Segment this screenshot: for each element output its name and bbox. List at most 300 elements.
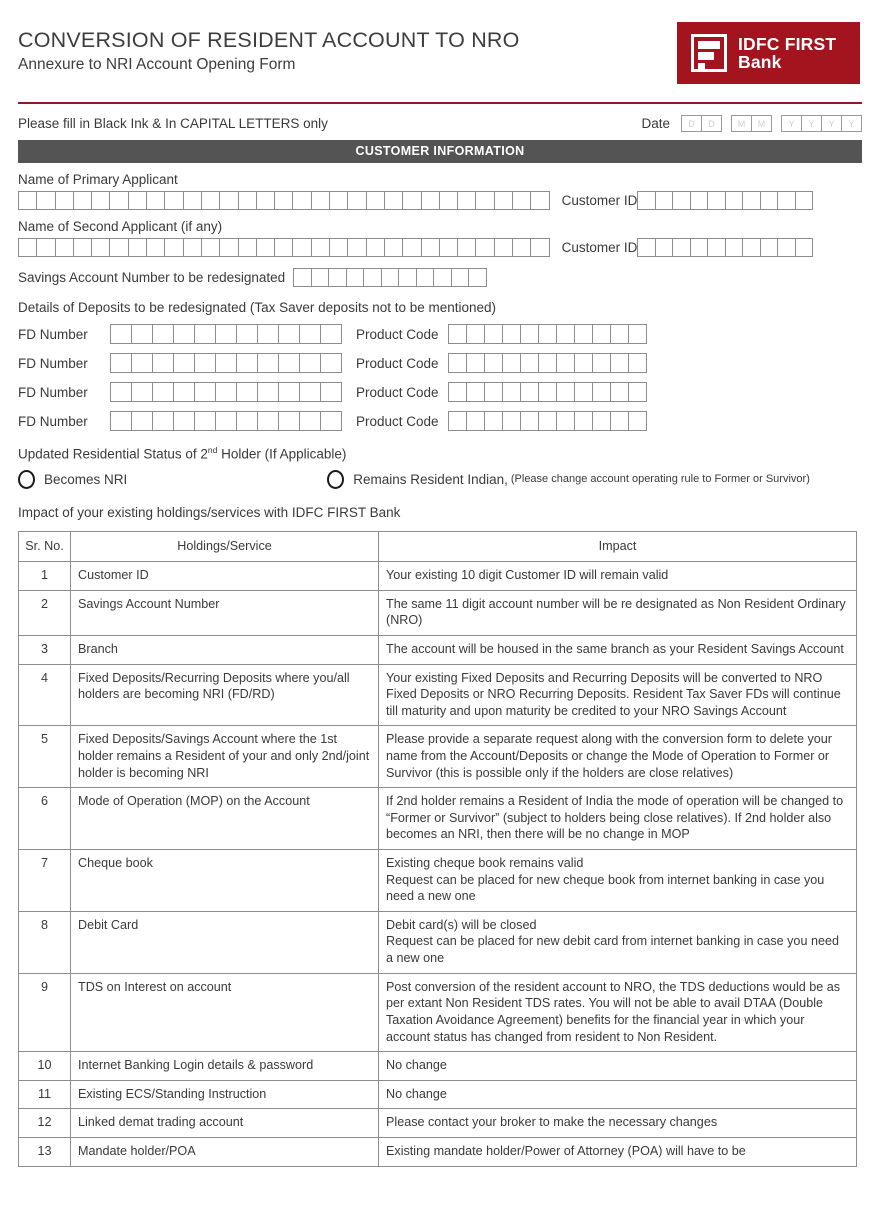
savings-account-char-box[interactable] — [416, 268, 435, 287]
option-remains-resident-label: Remains Resident Indian, — [353, 471, 508, 487]
name-char-box[interactable] — [475, 238, 494, 257]
fd-number-char-box[interactable] — [131, 411, 153, 431]
cell-holdings-service: Customer ID — [71, 562, 379, 591]
residential-status-label — [18, 445, 862, 462]
idfc-first-bank-logo — [677, 22, 860, 84]
fd-number-char-box[interactable] — [278, 382, 300, 402]
name-char-box[interactable] — [366, 191, 385, 210]
name-char-box[interactable] — [329, 238, 348, 257]
customer-id-char-box[interactable] — [777, 191, 796, 210]
name-char-box[interactable] — [421, 238, 440, 257]
fd-number-char-box[interactable] — [215, 324, 237, 344]
product-code-char-box[interactable] — [448, 353, 467, 373]
fd-number-char-box[interactable] — [110, 353, 132, 373]
cell-impact: Your existing 10 digit Customer ID will remain valid — [379, 562, 857, 591]
product-code-char-box[interactable] — [610, 411, 629, 431]
fd-number-char-box[interactable] — [131, 353, 153, 373]
fd-number-char-box[interactable] — [236, 353, 258, 373]
cell-sr-no: 3 — [19, 635, 71, 664]
product-code-char-box[interactable] — [520, 324, 539, 344]
fd-number-char-box[interactable] — [194, 324, 216, 344]
cell-sr-no: 1 — [19, 562, 71, 591]
savings-label-rest: Account Number to be redesignated — [66, 270, 286, 285]
product-code-char-box[interactable] — [520, 382, 539, 402]
logo-line-1: IDFC FIRST — [738, 33, 837, 54]
savings-word: Savings — [18, 270, 67, 285]
product-code-char-box[interactable] — [574, 324, 593, 344]
cell-sr-no: 8 — [19, 911, 71, 973]
customer-id-char-box[interactable] — [777, 238, 796, 257]
product-code-char-box[interactable] — [574, 353, 593, 373]
table-row — [19, 788, 857, 850]
impact-table — [18, 531, 857, 1167]
customer-id-char-box[interactable] — [725, 238, 744, 257]
fd-number-input[interactable] — [110, 382, 342, 402]
date-day-box[interactable]: D — [681, 115, 702, 132]
table-row — [19, 664, 857, 726]
name-char-box[interactable] — [274, 191, 293, 210]
product-code-char-box[interactable] — [466, 382, 485, 402]
product-code-char-box[interactable] — [466, 324, 485, 344]
fd-number-char-box[interactable] — [299, 324, 321, 344]
product-code-char-box[interactable] — [538, 353, 557, 373]
product-code-char-box[interactable] — [610, 324, 629, 344]
product-code-char-box[interactable] — [574, 382, 593, 402]
fd-number-char-box[interactable] — [194, 382, 216, 402]
table-row — [19, 1080, 857, 1109]
fd-number-char-box[interactable] — [257, 324, 279, 344]
fd-number-char-box[interactable] — [257, 411, 279, 431]
cell-impact: Existing mandate holder/Power of Attorney (POA) will have to be — [379, 1137, 857, 1166]
product-code-char-box[interactable] — [538, 411, 557, 431]
product-code-char-box[interactable] — [628, 324, 647, 344]
product-code-char-box[interactable] — [628, 353, 647, 373]
cell-impact: No change — [379, 1080, 857, 1109]
fd-number-char-box[interactable] — [152, 324, 174, 344]
cell-impact: The account will be housed in the same branch as your Resident Savings Account — [379, 635, 857, 664]
product-code-char-box[interactable] — [592, 353, 611, 373]
second-applicant-label: Name of Second Applicant (if any) — [18, 219, 223, 234]
savings-account-char-box[interactable] — [451, 268, 470, 287]
customer-id-char-box[interactable] — [637, 191, 656, 210]
name-char-box[interactable] — [183, 191, 202, 210]
fd-number-input[interactable] — [110, 411, 342, 431]
fd-number-char-box[interactable] — [215, 411, 237, 431]
fd-number-char-box[interactable] — [173, 353, 195, 373]
cell-sr-no: 2 — [19, 590, 71, 635]
customer-id-char-box[interactable] — [760, 191, 779, 210]
savings-account-char-box[interactable] — [346, 268, 365, 287]
fd-number-char-box[interactable] — [131, 324, 153, 344]
product-code-char-box[interactable] — [520, 353, 539, 373]
cell-holdings-service: Fixed Deposits/Savings Account where the 1st holder remains a Resident of your and only 2nd/joint holder is becoming NRI — [71, 726, 379, 788]
name-char-box[interactable] — [36, 191, 55, 210]
customer-id-char-box[interactable] — [707, 191, 726, 210]
product-code-label: Product Code — [356, 355, 439, 371]
name-char-box[interactable] — [292, 191, 311, 210]
name-char-box[interactable] — [91, 238, 110, 257]
name-char-box[interactable] — [475, 191, 494, 210]
fd-number-label: FD Number — [18, 326, 88, 342]
fd-number-char-box[interactable] — [320, 411, 342, 431]
date-year-box[interactable]: Y — [841, 115, 862, 132]
fd-entry-row — [18, 382, 862, 402]
fd-number-label: FD Number — [18, 384, 88, 400]
header-divider — [18, 102, 862, 104]
name-char-box[interactable] — [128, 191, 147, 210]
name-char-box[interactable] — [530, 191, 549, 210]
fd-number-char-box[interactable] — [194, 353, 216, 373]
name-char-box[interactable] — [494, 238, 513, 257]
product-code-char-box[interactable] — [556, 382, 575, 402]
second-applicant-input[interactable] — [18, 238, 550, 257]
customer-id-char-box[interactable] — [637, 238, 656, 257]
date-label: Date — [641, 116, 670, 131]
name-char-box[interactable] — [238, 238, 257, 257]
savings-account-number-input[interactable] — [293, 268, 487, 287]
cell-holdings-service: Fixed Deposits/Recurring Deposits where you/all holders are becoming NRI (FD/RD) — [71, 664, 379, 726]
title-block — [18, 22, 520, 74]
name-char-box[interactable] — [311, 238, 330, 257]
customer-id-char-box[interactable] — [760, 238, 779, 257]
page-title: CONVERSION OF RESIDENT ACCOUNT TO NRO — [18, 28, 520, 52]
fd-number-char-box[interactable] — [152, 353, 174, 373]
product-code-char-box[interactable] — [502, 324, 521, 344]
primary-applicant-input[interactable] — [18, 191, 550, 210]
product-code-input[interactable] — [448, 324, 647, 344]
fd-number-label: FD Number — [18, 413, 88, 429]
residential-status-prefix: Updated Residential Status of 2 — [18, 446, 208, 462]
primary-applicant-row — [18, 191, 862, 210]
table-row — [19, 635, 857, 664]
name-char-box[interactable] — [256, 191, 275, 210]
fd-number-char-box[interactable] — [152, 382, 174, 402]
name-char-box[interactable] — [384, 238, 403, 257]
product-code-char-box[interactable] — [556, 411, 575, 431]
cell-impact: Please contact your broker to make the necessary changes — [379, 1109, 857, 1138]
name-char-box[interactable] — [146, 191, 165, 210]
radio-becomes-nri-icon[interactable] — [18, 470, 35, 489]
name-char-box[interactable] — [18, 238, 37, 257]
fd-number-char-box[interactable] — [320, 324, 342, 344]
product-code-char-box[interactable] — [592, 382, 611, 402]
cell-sr-no: 10 — [19, 1052, 71, 1081]
name-char-box[interactable] — [73, 191, 92, 210]
name-char-box[interactable] — [439, 191, 458, 210]
impact-intro-text: Impact of your existing holdings/services with IDFC FIRST Bank — [18, 504, 401, 520]
savings-account-char-box[interactable] — [293, 268, 312, 287]
product-code-char-box[interactable] — [556, 353, 575, 373]
name-char-box[interactable] — [311, 191, 330, 210]
name-char-box[interactable] — [55, 238, 74, 257]
name-char-box[interactable] — [292, 238, 311, 257]
second-customer-id-input[interactable] — [637, 238, 813, 257]
name-char-box[interactable] — [421, 191, 440, 210]
product-code-char-box[interactable] — [592, 411, 611, 431]
fd-number-char-box[interactable] — [299, 382, 321, 402]
customer-id-char-box[interactable] — [690, 238, 709, 257]
product-code-char-box[interactable] — [484, 411, 503, 431]
product-code-label: Product Code — [356, 326, 439, 342]
residential-status-ordinal: nd — [207, 445, 218, 455]
product-code-char-box[interactable] — [448, 324, 467, 344]
fd-number-char-box[interactable] — [152, 411, 174, 431]
column-header-sr-no: Sr. No. — [19, 531, 71, 562]
product-code-char-box[interactable] — [484, 353, 503, 373]
name-char-box[interactable] — [128, 238, 147, 257]
product-code-char-box[interactable] — [574, 411, 593, 431]
product-code-input[interactable] — [448, 411, 647, 431]
fd-number-char-box[interactable] — [320, 382, 342, 402]
customer-id-char-box[interactable] — [725, 191, 744, 210]
fd-number-char-box[interactable] — [257, 382, 279, 402]
cell-sr-no: 11 — [19, 1080, 71, 1109]
customer-id-char-box[interactable] — [742, 238, 761, 257]
second-customer-id-label: Customer ID — [561, 240, 638, 255]
product-code-char-box[interactable] — [466, 411, 485, 431]
table-row — [19, 1137, 857, 1166]
table-row — [19, 1109, 857, 1138]
date-year-box[interactable]: Y — [821, 115, 842, 132]
name-char-box[interactable] — [457, 238, 476, 257]
cell-impact: Your existing Fixed Deposits and Recurring Deposits will be converted to NRO Fixed Deposits or NRO Recurring Deposits. Resident Tax Saver FDs will continue till maturity and upon maturity be credited to your NRO Savings Account — [379, 664, 857, 726]
savings-account-char-box[interactable] — [328, 268, 347, 287]
customer-id-char-box[interactable] — [795, 238, 814, 257]
cell-holdings-service: TDS on Interest on account — [71, 973, 379, 1051]
savings-account-char-box[interactable] — [311, 268, 330, 287]
name-char-box[interactable] — [457, 191, 476, 210]
name-char-box[interactable] — [219, 238, 238, 257]
date-month-boxes[interactable] — [731, 115, 772, 132]
cell-impact: Please provide a separate request along with the conversion form to delete your name from the Account/Deposits or change the Mode of Operation to Former or Survivor (this is possible only if the holders are close relatives) — [379, 726, 857, 788]
cell-impact: Debit card(s) will be closed Request can be placed for new debit card from internet banking in case you need a new one — [379, 911, 857, 973]
name-char-box[interactable] — [347, 238, 366, 257]
product-code-char-box[interactable] — [484, 382, 503, 402]
table-row — [19, 562, 857, 591]
residential-status-suffix: Holder (If Applicable) — [217, 446, 347, 462]
name-char-box[interactable] — [384, 191, 403, 210]
product-code-input[interactable] — [448, 382, 647, 402]
fd-number-char-box[interactable] — [320, 353, 342, 373]
savings-account-char-box[interactable] — [398, 268, 417, 287]
name-char-box[interactable] — [530, 238, 549, 257]
date-month-box[interactable]: M — [731, 115, 752, 132]
name-char-box[interactable] — [201, 238, 220, 257]
option-remains-resident-note: (Please change account operating rule to Former or Survivor) — [510, 473, 810, 485]
savings-account-label — [18, 270, 285, 285]
savings-account-char-box[interactable] — [381, 268, 400, 287]
product-code-input[interactable] — [448, 353, 647, 373]
date-day-box[interactable]: D — [701, 115, 722, 132]
form-header — [18, 0, 862, 84]
product-code-char-box[interactable] — [502, 353, 521, 373]
cell-impact: Post conversion of the resident account to NRO, the TDS deductions would be as per extant Non Resident TDS rates. You will not be able to avail DTAA (Double Taxation Avoidance Agreement) benefits for the financial year in which your account status has changed from resident to Non Resident. — [379, 973, 857, 1051]
fd-number-char-box[interactable] — [110, 382, 132, 402]
product-code-char-box[interactable] — [610, 353, 629, 373]
product-code-char-box[interactable] — [592, 324, 611, 344]
fd-number-char-box[interactable] — [131, 382, 153, 402]
customer-id-char-box[interactable] — [742, 191, 761, 210]
table-row — [19, 726, 857, 788]
name-char-box[interactable] — [109, 238, 128, 257]
customer-id-char-box[interactable] — [690, 191, 709, 210]
fd-number-char-box[interactable] — [236, 324, 258, 344]
logo-text — [738, 35, 836, 72]
page-subtitle: Annexure to NRI Account Opening Form — [18, 55, 296, 73]
radio-remains-resident-icon[interactable] — [327, 470, 344, 489]
customer-id-char-box[interactable] — [795, 191, 814, 210]
name-char-box[interactable] — [201, 191, 220, 210]
customer-id-char-box[interactable] — [655, 191, 674, 210]
name-char-box[interactable] — [256, 238, 275, 257]
instruction-row — [18, 115, 862, 132]
fd-number-char-box[interactable] — [257, 353, 279, 373]
cell-holdings-service: Debit Card — [71, 911, 379, 973]
name-char-box[interactable] — [73, 238, 92, 257]
cell-holdings-service: Existing ECS/Standing Instruction — [71, 1080, 379, 1109]
name-char-box[interactable] — [164, 238, 183, 257]
name-char-box[interactable] — [274, 238, 293, 257]
name-char-box[interactable] — [146, 238, 165, 257]
product-code-char-box[interactable] — [628, 411, 647, 431]
fd-number-char-box[interactable] — [194, 411, 216, 431]
cell-holdings-service: Mandate holder/POA — [71, 1137, 379, 1166]
name-char-box[interactable] — [219, 191, 238, 210]
name-char-box[interactable] — [109, 191, 128, 210]
customer-id-char-box[interactable] — [707, 238, 726, 257]
product-code-char-box[interactable] — [610, 382, 629, 402]
name-char-box[interactable] — [18, 191, 37, 210]
column-header-impact: Impact — [379, 531, 857, 562]
fd-number-char-box[interactable] — [110, 324, 132, 344]
bank-logo-mark-icon — [691, 34, 727, 72]
product-code-char-box[interactable] — [538, 324, 557, 344]
cell-holdings-service: Savings Account Number — [71, 590, 379, 635]
savings-account-char-box[interactable] — [433, 268, 452, 287]
cell-sr-no: 4 — [19, 664, 71, 726]
cell-sr-no: 6 — [19, 788, 71, 850]
fd-entry-row — [18, 324, 862, 344]
primary-customer-id-input[interactable] — [637, 191, 813, 210]
date-year-box[interactable]: Y — [781, 115, 802, 132]
fd-number-char-box[interactable] — [173, 324, 195, 344]
fd-number-char-box[interactable] — [173, 411, 195, 431]
product-code-char-box[interactable] — [448, 411, 467, 431]
logo-line-2: Bank — [738, 52, 782, 72]
date-month-box[interactable]: M — [751, 115, 772, 132]
product-code-char-box[interactable] — [466, 353, 485, 373]
name-char-box[interactable] — [402, 238, 421, 257]
cell-holdings-service: Branch — [71, 635, 379, 664]
product-code-char-box[interactable] — [502, 411, 521, 431]
fd-number-char-box[interactable] — [299, 353, 321, 373]
product-code-char-box[interactable] — [502, 382, 521, 402]
fd-number-input[interactable] — [110, 324, 342, 344]
product-code-char-box[interactable] — [448, 382, 467, 402]
date-year-box[interactable]: Y — [801, 115, 822, 132]
name-char-box[interactable] — [36, 238, 55, 257]
product-code-char-box[interactable] — [484, 324, 503, 344]
cell-holdings-service: Linked demat trading account — [71, 1109, 379, 1138]
product-code-char-box[interactable] — [556, 324, 575, 344]
option-becomes-nri[interactable] — [18, 470, 127, 489]
fd-rows-group — [18, 324, 862, 431]
name-char-box[interactable] — [512, 238, 531, 257]
name-char-box[interactable] — [55, 191, 74, 210]
cell-impact: If 2nd holder remains a Resident of India the mode of operation will be changed to “Former or Survivor” (subject to holders being close relatives). If 2nd holder also becomes an NRI, then there will be no change in MOP — [379, 788, 857, 850]
customer-id-char-box[interactable] — [655, 238, 674, 257]
fd-number-char-box[interactable] — [236, 382, 258, 402]
product-code-label: Product Code — [356, 384, 439, 400]
name-char-box[interactable] — [439, 238, 458, 257]
cell-holdings-service: Cheque book — [71, 850, 379, 912]
date-year-boxes[interactable] — [781, 115, 862, 132]
option-becomes-nri-label: Becomes NRI — [44, 471, 128, 487]
fd-number-char-box[interactable] — [110, 411, 132, 431]
cell-sr-no: 12 — [19, 1109, 71, 1138]
name-char-box[interactable] — [183, 238, 202, 257]
cell-sr-no: 9 — [19, 973, 71, 1051]
fd-number-char-box[interactable] — [278, 324, 300, 344]
fd-number-char-box[interactable] — [299, 411, 321, 431]
name-char-box[interactable] — [366, 238, 385, 257]
cell-holdings-service: Mode of Operation (MOP) on the Account — [71, 788, 379, 850]
fd-entry-row — [18, 353, 862, 373]
primary-applicant-label: Name of Primary Applicant — [18, 172, 178, 187]
fd-number-char-box[interactable] — [278, 353, 300, 373]
primary-customer-id-label: Customer ID — [561, 193, 638, 208]
name-char-box[interactable] — [164, 191, 183, 210]
product-code-char-box[interactable] — [520, 411, 539, 431]
fill-instruction-text: Please fill in Black Ink & In CAPITAL LETTERS only — [18, 116, 328, 131]
date-day-boxes[interactable] — [681, 115, 722, 132]
cell-sr-no: 7 — [19, 850, 71, 912]
fd-number-input[interactable] — [110, 353, 342, 373]
table-row — [19, 1052, 857, 1081]
savings-account-char-box[interactable] — [363, 268, 382, 287]
customer-id-char-box[interactable] — [672, 238, 691, 257]
name-char-box[interactable] — [329, 191, 348, 210]
deposits-label: Details of Deposits to be redesignated (Tax Saver deposits not to be mentioned) — [18, 300, 497, 315]
second-applicant-row — [18, 238, 862, 257]
name-char-box[interactable] — [91, 191, 110, 210]
cell-sr-no: 13 — [19, 1137, 71, 1166]
customer-id-char-box[interactable] — [672, 191, 691, 210]
name-char-box[interactable] — [402, 191, 421, 210]
table-row — [19, 973, 857, 1051]
fd-number-char-box[interactable] — [215, 382, 237, 402]
table-header-row — [19, 531, 857, 562]
name-char-box[interactable] — [512, 191, 531, 210]
date-field-group — [641, 115, 862, 132]
savings-account-char-box[interactable] — [468, 268, 487, 287]
savings-account-row — [18, 268, 862, 287]
fd-entry-row — [18, 411, 862, 431]
residential-status-options — [18, 470, 862, 489]
fd-number-char-box[interactable] — [278, 411, 300, 431]
option-remains-resident[interactable] — [327, 470, 810, 489]
name-char-box[interactable] — [494, 191, 513, 210]
fd-number-char-box[interactable] — [236, 411, 258, 431]
fd-number-label: FD Number — [18, 355, 88, 371]
table-row — [19, 850, 857, 912]
name-char-box[interactable] — [238, 191, 257, 210]
product-code-char-box[interactable] — [628, 382, 647, 402]
fd-number-char-box[interactable] — [215, 353, 237, 373]
name-char-box[interactable] — [347, 191, 366, 210]
product-code-char-box[interactable] — [538, 382, 557, 402]
fd-number-char-box[interactable] — [173, 382, 195, 402]
